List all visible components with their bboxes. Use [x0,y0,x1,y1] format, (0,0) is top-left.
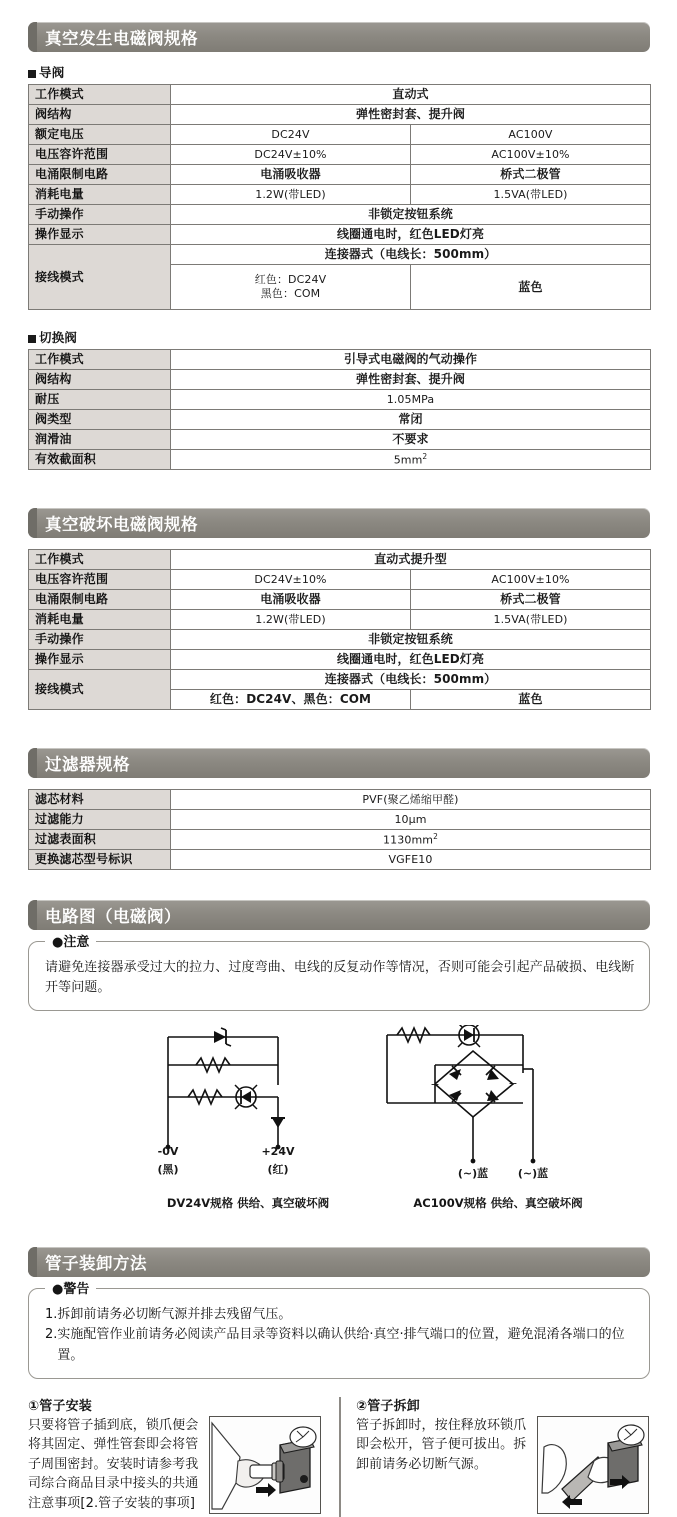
section-title: 过滤器规格 [45,755,130,774]
row-label: 手动操作 [29,630,171,650]
row-label: 操作显示 [29,650,171,670]
wiring-connector-type: 连接器式（电线长：500mm） [171,245,651,265]
wiring-right: 蓝色 [411,690,651,710]
row-label: 工作模式 [29,350,171,370]
row-value-left: 1.2W(带LED) [171,610,411,630]
table-row [29,370,651,390]
wiring-connector-type: 连接器式（电线长：500mm） [171,670,651,690]
warning-list [45,1305,635,1365]
table-row [29,570,651,590]
wiring-left-line1: 红色：DC24V [254,273,327,287]
row-label: 接线模式 [29,670,171,710]
row-value-span: 非锁定按钮系统 [171,205,651,225]
item-text: 拆卸前请务必切断气源并排去残留气压。 [57,1307,292,1323]
pin-label-ac-blue-right: (~)蓝 [517,1167,549,1181]
row-label: 过滤表面积 [29,830,171,850]
row-value-right: AC100V [411,125,651,145]
notice-legend: ●注意 [45,931,96,950]
row-value-span: 不要求 [171,430,651,450]
section-header-vacuum-generator [28,22,650,52]
row-value-right: AC100V±10% [411,570,651,590]
tube-install-illustration [210,1417,320,1513]
row-value-span: 直动式提升型 [171,550,651,570]
section-title: 真空发生电磁阀规格 [45,29,198,48]
panel-tube-remove [339,1395,650,1514]
table-filter [28,789,651,870]
row-value-span: 线圈通电时，红色LED灯亮 [171,650,651,670]
section-title: 电路图（电磁阀） [45,907,181,926]
pin-label-red: (红) [267,1163,289,1177]
wiring-left: 红色：DC24V、黑色：COM [171,690,411,710]
row-value-span: 弹性密封套、提升阀 [171,370,651,390]
list-item [45,1325,635,1365]
panel-title: ②管子拆卸 [356,1398,421,1414]
table-row [29,125,651,145]
tube-procedure-panels [28,1395,650,1514]
row-value-right: 桥式二极管 [411,590,651,610]
polarity-plus: + [430,1078,440,1092]
table-row [29,85,651,105]
row-value-right: 1.5VA(带LED) [411,610,651,630]
item-text: 实施配管作业前请务必阅读产品目录等资料以确认供给·真空·排气端口的位置，避免混淆各端口的位置。 [57,1327,625,1363]
row-value-span: 非锁定按钮系统 [171,630,651,650]
warning-legend: ●警告 [45,1278,96,1297]
value-superscript: 2 [422,451,428,461]
tube-install-photo [209,1416,321,1514]
table-row [29,390,651,410]
subheading-pilot-valve [28,63,650,81]
row-label: 阀结构 [29,105,171,125]
row-label: 有效截面积 [29,450,171,470]
header-cap [28,508,37,538]
row-value-span: 1.05MPa [171,390,651,410]
row-value-span: 常闭 [171,410,651,430]
row-value-left: 电涌吸收器 [171,165,411,185]
polarity-minus: − [508,1077,518,1091]
terminal-dot [471,1159,476,1164]
row-label: 操作显示 [29,225,171,245]
header-cap [28,900,37,930]
table-pilot-valve [28,84,651,310]
row-label: 润滑油 [29,430,171,450]
subheading-label: 切换阀 [39,330,78,345]
panel-body [356,1416,650,1514]
ac100v-circuit-diagram [373,1025,603,1175]
table-switching-valve [28,349,651,470]
row-value-right: 桥式二极管 [411,165,651,185]
panel-text: 只要将管子插到底，锁爪便会将其固定、弹性管套即会将管子周围密封。安装时请参考我司综合商品目录中接头的共通注意事项[2.管子安装的事项] [28,1417,199,1511]
value-base: 1130mm [383,833,434,847]
table-row [29,185,651,205]
row-value-left: DC24V [171,125,411,145]
page-content [28,0,650,1514]
terminal-dot [531,1159,536,1164]
table-row [29,225,651,245]
circuit-notice-box [28,935,650,1011]
table-row [29,105,651,125]
row-value-span: 弹性密封套、提升阀 [171,105,651,125]
table-row [29,410,651,430]
panel-title: ①管子安装 [28,1398,93,1414]
table-row [29,790,651,810]
header-cap [28,1247,37,1277]
row-value-left: 电涌吸收器 [171,590,411,610]
table-row [29,590,651,610]
row-value-left: 1.2W(带LED) [171,185,411,205]
row-label: 电涌限制电路 [29,590,171,610]
section-header-vacuum-break [28,508,650,538]
header-cap [28,748,37,778]
row-value-span [171,830,651,850]
panel-body [28,1416,339,1514]
item-number: 1. [45,1307,58,1323]
row-label: 电压容许范围 [29,570,171,590]
table-row [29,165,651,185]
row-value-span: 10μm [171,810,651,830]
header-cap [28,22,37,52]
caption-dc24v-circuit: DV24V规格 供给、真空破坏阀 [166,1196,330,1211]
section-header-tube-method [28,1247,650,1277]
row-value-span: 线圈通电时，红色LED灯亮 [171,225,651,245]
section-title: 真空破坏电磁阀规格 [45,515,198,534]
row-value-span: 引导式电磁阀的气动操作 [171,350,651,370]
row-label: 阀类型 [29,410,171,430]
row-label: 工作模式 [29,85,171,105]
row-value-right: 1.5VA(带LED) [411,185,651,205]
section-title: 管子装卸方法 [45,1254,147,1274]
row-value-left: DC24V±10% [171,145,411,165]
led-icon [458,1025,480,1047]
table-row [29,830,651,850]
row-label: 工作模式 [29,550,171,570]
table-row [29,550,651,570]
table-row [29,350,651,370]
wiring-right: 蓝色 [411,265,651,310]
item-number: 2. [45,1327,58,1343]
row-label: 额定电压 [29,125,171,145]
row-label: 电涌限制电路 [29,165,171,185]
row-label: 阀结构 [29,370,171,390]
table-row [29,610,651,630]
table-row-wiring [29,245,651,265]
tube-warning-box [28,1282,650,1378]
table-row-wiring [29,670,651,690]
row-value-left: DC24V±10% [171,570,411,590]
tube-remove-photo [537,1416,649,1514]
subheading-switching-valve [28,328,650,346]
bullet-square-icon [28,335,36,343]
table-row [29,650,651,670]
value-superscript: 2 [433,831,438,841]
table-row [29,850,651,870]
row-value-right: AC100V±10% [411,145,651,165]
table-row [29,810,651,830]
row-label: 消耗电量 [29,185,171,205]
table-row [29,630,651,650]
pin-label-ac-blue-left: (~)蓝 [457,1167,489,1181]
table-vacuum-break-valve [28,549,651,710]
row-value-span: VGFE10 [171,850,651,870]
diode-icon [271,1118,285,1128]
notice-text: 请避免连接器承受过大的拉力、过度弯曲、电线的反复动作等情况，否则可能会引起产品破损、电线断开等问题。 [45,960,635,996]
subheading-label: 导阀 [39,65,65,80]
wiring-left [171,265,411,310]
bullet-square-icon [28,70,36,78]
table-row [29,145,651,165]
pin-label-24v: +24V [261,1145,295,1159]
row-label: 手动操作 [29,205,171,225]
table-row [29,430,651,450]
tube-remove-illustration [538,1417,648,1513]
panel-tube-install [28,1395,339,1514]
row-label: 耐压 [29,390,171,410]
row-label: 滤芯材料 [29,790,171,810]
section-header-circuit [28,900,650,930]
row-label: 消耗电量 [29,610,171,630]
caption-ac100v-circuit: AC100V规格 供给、真空破坏阀 [413,1196,583,1211]
wiring-left-line2: 黑色：COM [260,287,321,300]
row-label: 更换滤芯型号标识 [29,850,171,870]
section-header-filter [28,748,650,778]
value-base: 5mm [393,453,423,467]
row-label: 电压容许范围 [29,145,171,165]
row-label: 接线模式 [29,245,171,310]
row-value-span [171,450,651,470]
row-value-span: 直动式 [171,85,651,105]
list-item [45,1305,635,1325]
panel-text: 管子拆卸时，按住释放环锁爪即会松开，管子便可拔出。拆卸前请务必切断气源。 [356,1417,527,1472]
bridge-diode-icon [449,1069,499,1101]
circuit-diagrams [28,1025,650,1225]
row-label: 过滤能力 [29,810,171,830]
table-row [29,450,651,470]
pin-label-0v: -0V [157,1145,179,1159]
row-value-span: PVF(聚乙烯缩甲醛) [171,790,651,810]
pin-label-black: (黑) [157,1163,179,1177]
table-row [29,205,651,225]
